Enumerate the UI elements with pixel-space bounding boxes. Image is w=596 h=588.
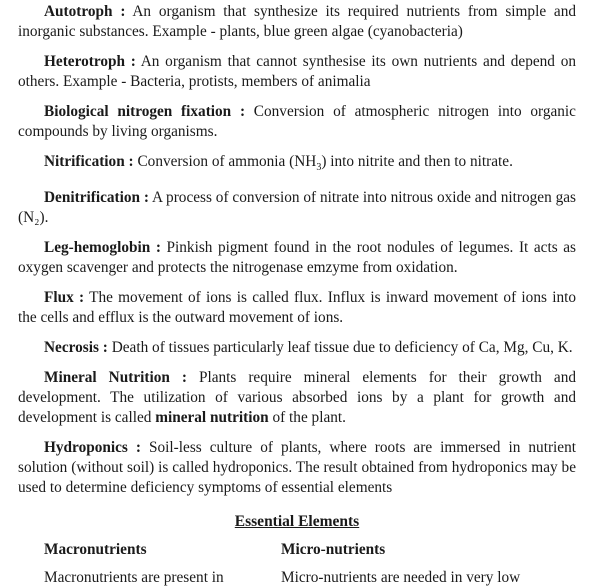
micronutrients-text: Micro-nutrients are needed in very low — [281, 569, 521, 587]
definition-flux-text: The movement of ions is called flux. Influx is inward movement of ions into the cells and efflux is the outward movement of ions. — [18, 289, 576, 327]
definition-flux — [18, 288, 576, 328]
definition-autotroph-text: An organism that synthesize its required nutrients from simple and inorganic substances. Example - plants, blue green algae (cyanobacteria) — [18, 3, 576, 40]
definition-necrosis — [18, 338, 576, 358]
definition-mineral-nutrition-text-after: of the plant. — [268, 409, 346, 427]
mineral-nutrition-emphasis: mineral nutrition — [155, 409, 269, 427]
term-necrosis: Necrosis : — [44, 339, 108, 357]
term-mineral-nutrition: Mineral Nutrition : — [44, 369, 187, 387]
nutrient-columns — [18, 540, 576, 588]
definition-nitrification-text-after: ) into nitrite and then to nitrate. — [321, 153, 513, 170]
term-biological-nitrogen-fixation: Biological nitrogen fixation : — [44, 103, 246, 120]
definition-hydroponics-text: Soil-less culture of plants, where roots are immersed in nutrient solution (without soil) is called hydroponics. The result obtained from hydroponics may be used to determine deficiency symptoms of essential elements — [18, 439, 576, 497]
definition-leg-hemoglobin-text: Pinkish pigment found in the root nodules of legumes. It acts as oxygen scavenger and protects the nitrogenase emzyme from oxidation. — [18, 239, 576, 277]
definition-nitrification — [18, 152, 576, 178]
term-leg-hemoglobin: Leg-hemoglobin : — [44, 239, 161, 257]
definition-heterotroph — [18, 52, 576, 92]
definition-hydroponics — [18, 438, 576, 498]
subscript-three: 3 — [316, 162, 322, 174]
definition-mineral-nutrition — [18, 368, 576, 428]
micronutrients-column — [281, 540, 576, 588]
definition-biological-nitrogen-fixation — [18, 102, 576, 142]
term-nitrification: Nitrification : — [44, 153, 134, 170]
micronutrients-heading: Micro-nutrients — [281, 541, 386, 559]
definition-denitrification-text: A process of conversion of nitrate into nitrous oxide and nitrogen gas (N₂). — [18, 189, 576, 227]
definition-necrosis-text: Death of tissues particularly leaf tissue due to deficiency of Ca, Mg, Cu, K. — [107, 339, 573, 357]
term-denitrification: Denitrification : — [44, 189, 149, 207]
term-heterotroph: Heterotroph : — [44, 53, 136, 70]
definition-leg-hemoglobin — [18, 238, 576, 278]
document-page — [18, 2, 576, 588]
definition-biological-nitrogen-fixation-text: Conversion of atmospheric nitrogen into organic compounds by living organisms. — [18, 103, 576, 140]
macronutrients-column — [18, 540, 281, 588]
section-title-essential-elements: Essential Elements — [234, 513, 360, 531]
definition-denitrification — [18, 188, 576, 228]
definition-mineral-nutrition-text-before: Plants require mineral elements for their growth and development. The utilization of various absorbed ions by a plant for growth and development is called — [18, 369, 577, 427]
macronutrients-heading: Macronutrients — [44, 541, 147, 559]
term-hydroponics: Hydroponics : — [44, 439, 141, 457]
term-flux: Flux : — [44, 289, 85, 307]
definition-heterotroph-text: An organism that cannot synthesise its own nutrients and depend on others. Example - Bacteria, protists, members of animalia — [18, 53, 576, 90]
macronutrients-text: Macronutrients are present in — [44, 569, 224, 587]
definition-autotroph — [18, 2, 576, 42]
term-autotroph: Autotroph : — [44, 3, 126, 20]
definition-nitrification-text-before: Conversion of ammonia (NH — [133, 153, 317, 170]
